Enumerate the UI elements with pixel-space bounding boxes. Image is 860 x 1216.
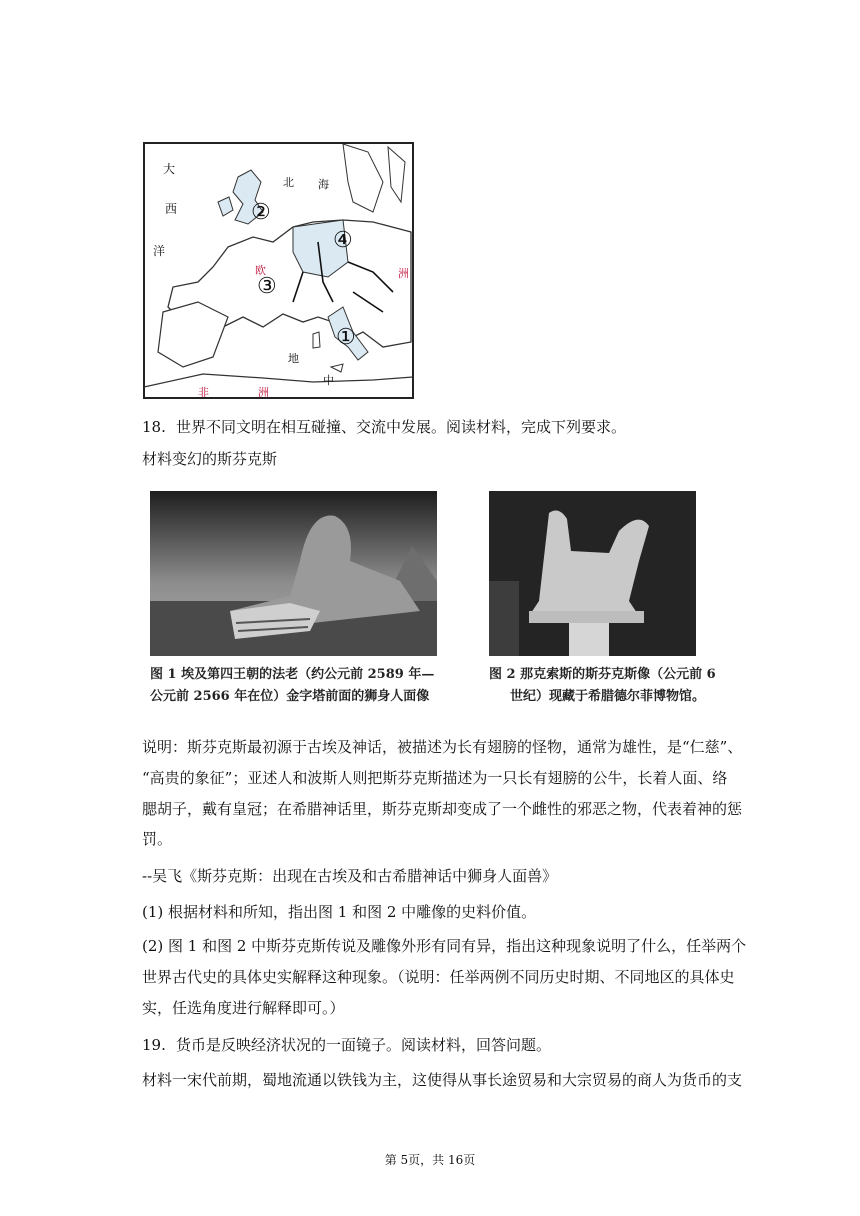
q18-description-line2: “高贵的象征”；亚述人和波斯人则把斯芬克斯描述为一只长有翅膀的公牛，长着人面、络 (142, 769, 728, 787)
map-marker-1: ① (336, 325, 356, 350)
map-label-zhong: 中 (323, 374, 334, 387)
q19-material-line1: 材料一宋代前期，蜀地流通以铁钱为主，这使得从事长途贸易和大宗贸易的商人为货币的支 (142, 1071, 743, 1089)
q19-number: 19. (142, 1036, 166, 1054)
map-label-bei: 北 (283, 176, 294, 189)
q18-material-title: 材料变幻的斯芬克斯 (142, 450, 278, 468)
map-label-zhou-red: 洲 (398, 267, 409, 280)
europe-map (143, 142, 414, 399)
q18-subquestion-2-line3: 实，任选角度进行解释即可。） (142, 999, 345, 1017)
q18-subquestion-1: (1) 根据材料和所知，指出图 1 和图 2 中雕像的史料价值。 (142, 903, 537, 921)
q18-subquestion-2-line2: 世界古代史的具体史实解释这种现象。（说明：任举两例不同历史时期、不同地区的具体史 (142, 968, 735, 986)
map-marker-3: ③ (257, 274, 277, 299)
figure2-caption-line1: 图 2 那克索斯的斯芬克斯像（公元前 6 (489, 667, 716, 682)
map-marker-2: ② (251, 200, 271, 225)
q18-number: 18. (142, 418, 166, 436)
q19-stem (142, 1035, 551, 1055)
q18-text: 世界不同文明在相互碰撞、交流中发展。阅读材料，完成下列要求。 (176, 418, 627, 436)
q18-description-line4: 罚。 (142, 830, 173, 848)
figure1-caption-line2: 公元前 2566 年在位）金字塔前面的狮身人面像 (150, 689, 430, 704)
map-label-di: 地 (288, 352, 299, 365)
map-label-da: 大 (163, 162, 176, 176)
page-footer: 第 5页，共 16页 (384, 1153, 476, 1167)
map-label-ou: 欧 (255, 264, 266, 277)
figure2-naxos-sphinx-photo (489, 491, 696, 656)
map-label-fei: 非 (198, 386, 209, 399)
map-label-zhou-bottom: 洲 (258, 386, 269, 399)
q18-subquestion-2-line1: (2) 图 1 和图 2 中斯芬克斯传说及雕像外形有同有异，指出这种现象说明了什么，任举两个 (142, 937, 747, 955)
q18-stem (142, 417, 626, 437)
q18-description-line3: 腮胡子，戴有皇冠；在希腊神话里，斯芬克斯却变成了一个雌性的邪恶之物，代表着神的惩 (142, 800, 743, 818)
map-label-hai: 海 (318, 178, 329, 191)
q18-source: --吴飞《斯芬克斯：出现在古埃及和古希腊神话中狮身人面兽》 (142, 867, 558, 885)
map-marker-4: ④ (333, 228, 353, 253)
map-label-yang: 洋 (153, 244, 166, 258)
q18-description-line1: 说明：斯芬克斯最初源于古埃及神话，被描述为长有翅膀的怪物，通常为雄性，是“仁慈”、 (142, 738, 743, 756)
figure1-sphinx-photo (150, 491, 437, 656)
q19-text: 货币是反映经济状况的一面镜子。阅读材料，回答问题。 (176, 1036, 552, 1054)
figure2-caption-line2: 世纪）现藏于希腊德尔菲博物馆。 (510, 689, 706, 704)
europe-map-drawing (143, 142, 414, 399)
map-label-xi: 西 (165, 202, 178, 216)
figure1-caption-line1: 图 1 埃及第四王朝的法老（约公元前 2589 年— (150, 667, 435, 682)
